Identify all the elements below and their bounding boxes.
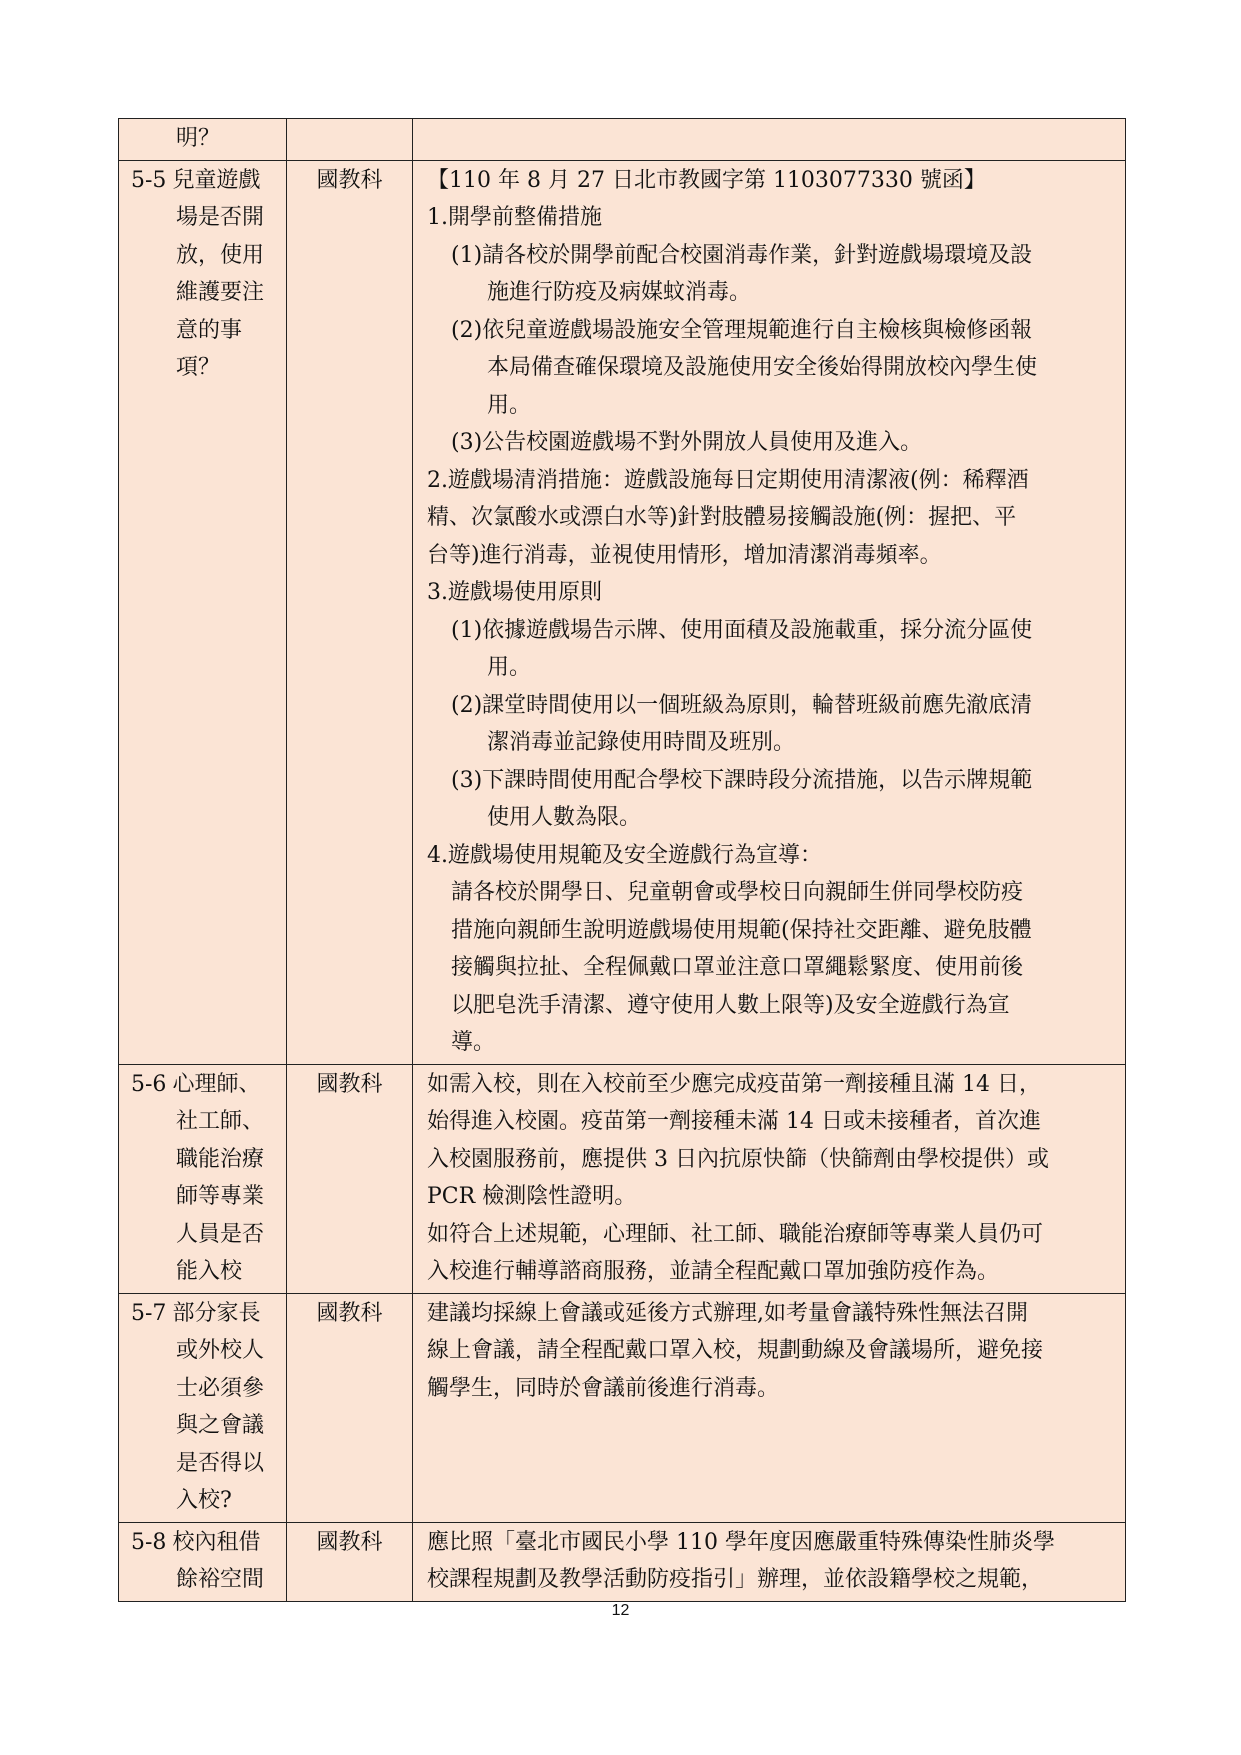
answer-line: 導。	[451, 1030, 496, 1055]
answer-line: 接觸與拉扯、全程佩戴口罩並注意口罩繩鬆緊度、使用前後	[451, 955, 1024, 980]
answer-line: (3)公告校園遊戲場不對外開放人員使用及進入。	[451, 430, 923, 455]
question-line: 與之會議	[176, 1413, 265, 1438]
answer-line: 1.開學前整備措施	[427, 205, 602, 230]
answer-line: 入校園服務前，應提供 3 日內抗原快篩（快篩劑由學校提供）或	[427, 1146, 1049, 1172]
table-row	[119, 1064, 1126, 1293]
answer-line: 本局備查確保環境及設施使用安全後始得開放校內學生使	[487, 355, 1038, 380]
question-line: 能入校	[176, 1259, 243, 1284]
answer-cell	[413, 1522, 1126, 1601]
question-line: 放，使用	[176, 242, 265, 268]
question-cell	[119, 119, 287, 161]
answer-line: (1)請各校於開學前配合校園消毒作業，針對遊戲場環境及設	[451, 242, 1033, 268]
question-line: 餘裕空間	[176, 1567, 265, 1592]
answer-line: 使用人數為限。	[487, 805, 642, 830]
question-line: 校內租借	[172, 1529, 261, 1555]
answer-line: (2)課堂時間使用以一個班級為原則，輪替班級前應先澈底清	[451, 692, 1033, 718]
question-text	[131, 120, 276, 158]
answer-line: 始得進入校園。疫苗第一劑接種未滿 14 日或未接種者，首次進	[427, 1109, 1041, 1134]
unit-cell: 國教科	[287, 1522, 413, 1601]
answer-line: 4.遊戲場使用規範及安全遊戲行為宣導：	[427, 842, 822, 868]
answer-line: 【110 年 8 月 27 日北市教國字第 1103077330 號函】	[427, 167, 986, 193]
answer-line: (3)下課時間使用配合學校下課時段分流措施，以告示牌規範	[451, 767, 1033, 793]
answer-line: 建議均採線上會議或延後方式辦理,如考量會議特殊性無法召開	[427, 1300, 1028, 1326]
question-number: 5-6	[131, 1071, 167, 1097]
question-number: 5-7	[131, 1300, 167, 1326]
question-line: 或外校人	[176, 1338, 265, 1363]
answer-cell	[413, 1064, 1126, 1293]
answer-line: 施進行防疫及病媒蚊消毒。	[487, 280, 752, 305]
question-line: 士必須參	[176, 1375, 265, 1401]
answer-line: 觸學生，同時於會議前後進行消毒。	[427, 1375, 780, 1401]
answer-cell	[413, 119, 1126, 161]
answer-line: (2)依兒童遊戲場設施安全管理規範進行自主檢核與檢修函報	[451, 317, 1033, 343]
answer-line: PCR 檢測陰性證明。	[427, 1184, 637, 1209]
answer-line: (1)依據遊戲場告示牌、使用面積及設施載重，採分流分區使	[451, 617, 1033, 643]
question-number: 5-8	[131, 1529, 167, 1555]
answer-line: 應比照「臺北市國民小學 110 學年度因應嚴重特殊傳染性肺炎學	[427, 1529, 1055, 1555]
answer-line: 如符合上述規範，心理師、社工師、職能治療師等專業人員仍可	[427, 1221, 1044, 1247]
answer-line: 如需入校，則在入校前至少應完成疫苗第一劑接種且滿 14 日，	[427, 1071, 1041, 1097]
question-line: 職能治療	[176, 1146, 265, 1172]
page-number: 12	[611, 1602, 630, 1619]
question-line: 明？	[176, 126, 221, 151]
question-line: 是否得以	[176, 1450, 265, 1476]
question-line: 場是否開	[176, 205, 265, 230]
question-line: 入校?	[176, 1488, 232, 1513]
answer-cell	[413, 160, 1126, 1064]
question-line: 社工師、	[176, 1109, 265, 1134]
unit-cell: 國教科	[287, 1293, 413, 1522]
answer-line: 台等)進行消毒，並視使用情形，增加清潔消毒頻率。	[427, 542, 942, 568]
answer-line: 措施向親師生說明遊戲場使用規範(保持社交距離、避免肢體	[451, 917, 1032, 943]
question-line: 部分家長	[172, 1300, 261, 1326]
question-line: 心理師、	[172, 1071, 261, 1097]
answer-line: 線上會議，請全程配戴口罩入校，規劃動線及會議場所，避免接	[427, 1338, 1044, 1363]
question-line: 項？	[176, 355, 221, 380]
unit-cell	[287, 119, 413, 161]
answer-line: 2.遊戲場清消措施：遊戲設施每日定期使用清潔液(例：稀釋酒	[427, 467, 1029, 493]
answer-line: 以肥皂洗手清潔、遵守使用人數上限等)及安全遊戲行為宣	[451, 992, 1010, 1018]
answer-line: 入校進行輔導諮商服務，並請全程配戴口罩加強防疫作為。	[427, 1259, 1000, 1284]
question-line: 師等專業	[176, 1184, 265, 1209]
question-line: 維護要注	[176, 280, 265, 305]
faq-table	[118, 118, 1126, 1602]
answer-line: 用。	[487, 655, 532, 680]
table-row	[119, 119, 1126, 161]
table-row	[119, 1522, 1126, 1601]
unit-cell: 國教科	[287, 160, 413, 1064]
unit-cell: 國教科	[287, 1064, 413, 1293]
question-number: 5-5	[131, 167, 167, 193]
question-cell	[119, 1293, 287, 1522]
answer-line: 潔消毒並記錄使用時間及班別。	[487, 730, 796, 755]
faq-table-container	[118, 118, 1125, 1602]
question-line: 人員是否	[176, 1221, 265, 1247]
answer-line: 3.遊戲場使用原則	[427, 580, 602, 605]
question-cell	[119, 1522, 287, 1601]
table-row	[119, 160, 1126, 1064]
answer-line: 請各校於開學日、兒童朝會或學校日向親師生併同學校防疫	[451, 880, 1024, 905]
table-row	[119, 1293, 1126, 1522]
question-line: 意的事	[176, 317, 243, 343]
question-line: 兒童遊戲	[172, 167, 261, 193]
answer-line: 精、次氯酸水或漂白水等)針對肢體易接觸設施(例：握把、平	[427, 505, 1017, 530]
question-cell	[119, 160, 287, 1064]
question-cell	[119, 1064, 287, 1293]
answer-line: 用。	[487, 392, 532, 418]
answer-line: 校課程規劃及教學活動防疫指引」辦理，並依設籍學校之規範，	[427, 1567, 1044, 1592]
answer-cell	[413, 1293, 1126, 1522]
